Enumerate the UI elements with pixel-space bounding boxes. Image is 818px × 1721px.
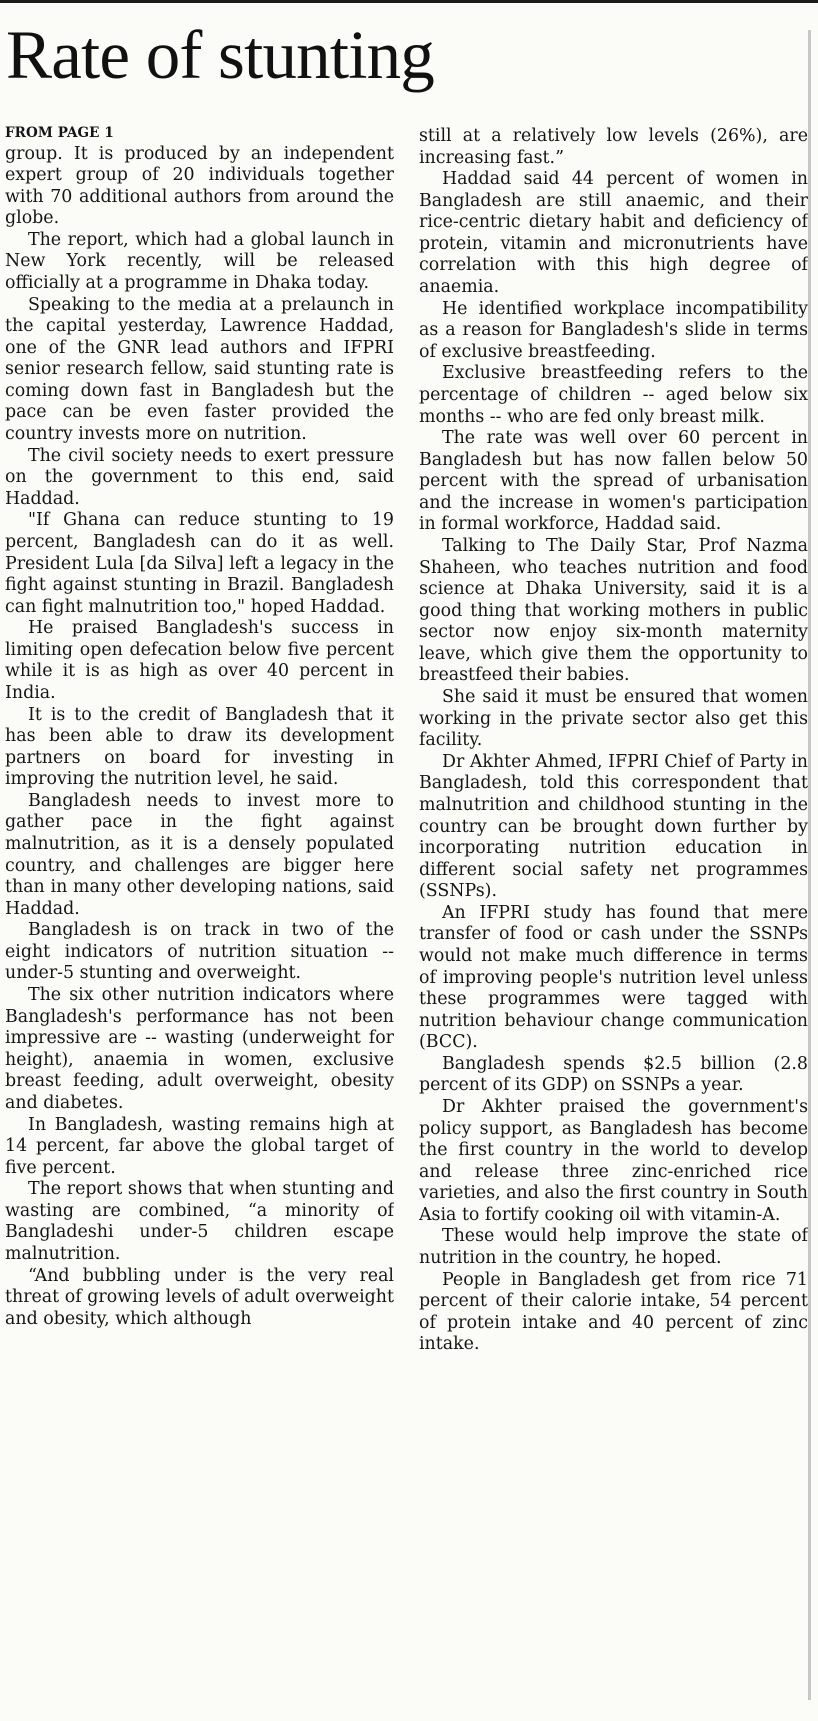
left-paragraph-1: group. It is produced by an independent expert group of 20 individuals together with 70 additional authors from around the globe. [5,143,394,229]
left-paragraph-4: The civil society needs to exert pressure on the government to this end, said Haddad. [5,445,394,509]
article-body [5,126,808,1706]
right-paragraph-4: Exclusive breastfeeding refers to the percentage of children -- aged below six months -- who are fed only breast milk. [419,363,808,427]
left-paragraph-3: Speaking to the media at a prelaunch in the capital yesterday, Lawrence Haddad, one of the GNR lead authors and IFPRI senior research fellow, said stunting rate is coming down fast in Bangladesh but the pace can be even faster provided the country invests more on nutrition. [5,294,394,445]
left-paragraph-11: In Bangladesh, wasting remains high at 14 percent, far above the global target of five percent. [5,1114,394,1178]
right-paragraph-13: People in Bangladesh get from rice 71 percent of their calorie intake, 54 percent of protein intake and 40 percent of zinc intake. [419,1269,808,1355]
right-paragraph-5: The rate was well over 60 percent in Bangladesh but has now fallen below 50 percent with the spread of urbanisation and the increase in women's participation in formal workforce, Haddad said. [419,428,808,535]
left-paragraph-7: It is to the credit of Bangladesh that it has been able to draw its development partners on board for investing in improving the nutrition level, he said. [5,704,394,790]
right-paragraph-6: Talking to The Daily Star, Prof Nazma Shaheen, who teaches nutrition and food science at Dhaka University, said it is a good thing that working mothers in public sector now enjoy six-month maternity leave, which give them the opportunity to breastfeed their babies. [419,535,808,686]
left-paragraph-2: The report, which had a global launch in New York recently, will be released officially at a programme in Dhaka today. [5,229,394,293]
left-paragraph-5: "If Ghana can reduce stunting to 19 percent, Bangladesh can do it as well. President Lula [da Silva] left a legacy in the fight against stunting in Brazil. Bangladesh can fight malnutrition too," hoped Haddad. [5,510,394,617]
right-paragraph-8: Dr Akhter Ahmed, IFPRI Chief of Party in Bangladesh, told this correspondent that malnutrition and childhood stunting in the country can be brought down further by incorporating nutrition education in different social safety net programmes (SSNPs). [419,751,808,902]
left-paragraph-8: Bangladesh needs to invest more to gather pace in the fight against malnutrition, as it is a densely populated country, and challenges are bigger here than in many other developing nations, said Haddad. [5,790,394,919]
page-jump-kicker: FROM PAGE 1 [5,126,114,141]
right-article-column [419,126,808,1356]
top-rule [0,0,818,3]
right-paragraph-1: still at a relatively low levels (26%), are increasing fast.” [419,126,808,168]
article-headline: Rate of stunting [6,17,434,93]
right-paragraph-9: An IFPRI study has found that mere transfer of food or cash under the SSNPs would not make much difference in terms of improving people's nutrition level unless these programmes were tagged with nutrition behaviour change communication (BCC). [419,902,808,1053]
right-column-rule [808,30,811,1700]
left-paragraph-9: Bangladesh is on track in two of the eight indicators of nutrition situation -- under-5 stunting and overweight. [5,920,394,984]
left-paragraph-6: He praised Bangladesh's success in limiting open defecation below five percent while it is as high as over 40 percent in India. [5,618,394,703]
left-paragraph-10: The six other nutrition indicators where Bangladesh's performance has not been impressive are -- wasting (underweight for height), anaemia in women, exclusive breast feeding, adult overweight, obesity and diabetes. [5,985,394,1113]
left-paragraph-13: “And bubbling under is the very real threat of growing levels of adult overweight and obesity, which although [5,1265,394,1329]
left-paragraph-12: The report shows that when stunting and wasting are combined, “a minority of Bangladeshi under-5 children escape malnutrition. [5,1179,394,1264]
right-paragraph-2: Haddad said 44 percent of women in Bangladesh are still anaemic, and their rice-centric dietary habit and deficiency of protein, vitamin and micronutrients have correlation with this high degree of anaemia. [419,169,808,298]
right-paragraph-3: He identified workplace incompatibility as a reason for Bangladesh's slide in terms of exclusive breastfeeding. [419,298,808,362]
right-paragraph-12: These would help improve the state of nutrition in the country, he hoped. [419,1226,808,1269]
left-article-column [5,126,394,1330]
right-paragraph-11: Dr Akhter praised the government's policy support, as Bangladesh has become the first country in the world to develop and release three zinc-enriched rice varieties, and also the first country in South Asia to fortify cooking oil with vitamin-A. [419,1097,808,1225]
right-paragraph-10: Bangladesh spends $2.5 billion (2.8 percent of its GDP) on SSNPs a year. [419,1053,808,1096]
right-paragraph-7: She said it must be ensured that women working in the private sector also get this facility. [419,687,808,751]
